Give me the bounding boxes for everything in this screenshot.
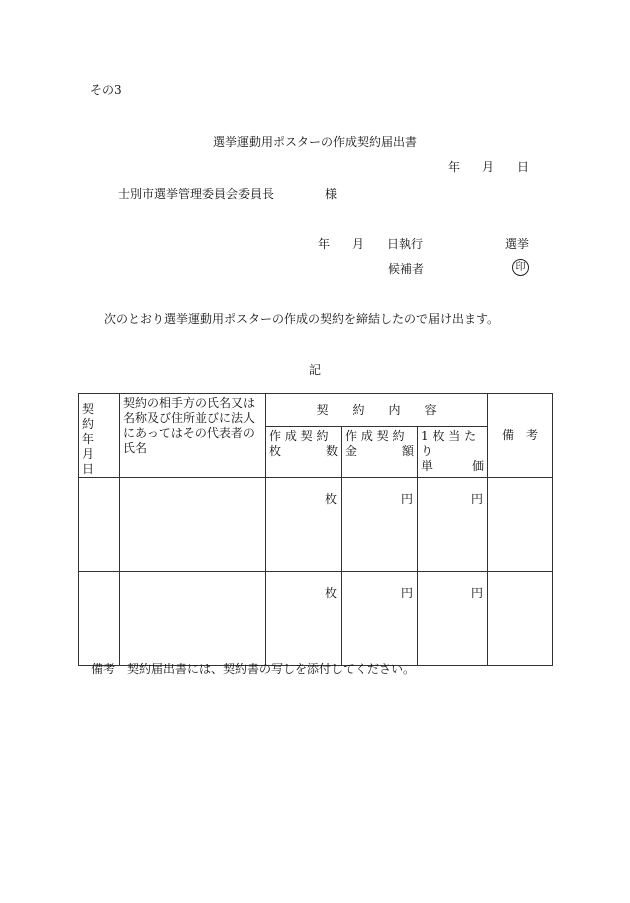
row2-party-cell[interactable] <box>120 572 266 666</box>
row2-remarks-cell[interactable] <box>488 572 553 666</box>
header-amount-line1: 作 成 契 約 <box>345 429 405 444</box>
honorific: 様 <box>325 187 338 201</box>
date-year-label: 年 <box>448 160 461 174</box>
header-count <box>266 427 342 478</box>
row2-count-unit: 枚 <box>324 586 337 600</box>
header-count-line2a: 枚 <box>269 444 282 459</box>
header-price-line2a: 単 <box>421 459 434 474</box>
statement: 次のとおり選挙運動用ポスターの作成の契約を締結したので届け出ます。 <box>104 312 500 326</box>
row2-amount-cell[interactable] <box>342 572 418 666</box>
election-label: 選挙 <box>505 237 530 251</box>
header-count-line2b: 数 <box>325 444 338 459</box>
row1-date-cell[interactable] <box>79 478 120 572</box>
document-title: 選挙運動用ポスターの作成契約届出書 <box>212 135 417 149</box>
table-row <box>79 572 553 666</box>
header-remarks <box>488 394 553 478</box>
row2-price-unit: 円 <box>471 586 484 600</box>
row1-remarks-cell[interactable] <box>488 478 553 572</box>
seal-icon: 印 <box>512 259 529 276</box>
header-unit-price <box>418 427 488 478</box>
header-price-line1: 1 枚 当 た り <box>421 429 477 459</box>
header-remarks-label: 備 考 <box>502 428 539 442</box>
row1-price-unit: 円 <box>471 492 484 506</box>
candidate-label: 候補者 <box>388 262 425 276</box>
header-counterparty <box>120 394 266 478</box>
header-count-line1: 作 成 契 約 <box>269 429 329 444</box>
header-date-line2: 年 月 <box>82 432 107 461</box>
header-price-line2b: 価 <box>472 459 485 474</box>
seal-mark <box>512 259 529 276</box>
header-party-line2: 名称及び住所並びに法人 <box>123 411 256 425</box>
row1-count-cell[interactable] <box>266 478 342 572</box>
header-party-line3: にあってはその代表者の <box>123 426 255 440</box>
addressee: 士別市選挙管理委員会委員長 <box>118 187 275 201</box>
header-amount-line2b: 額 <box>401 444 414 459</box>
form-number: その3 <box>90 83 122 97</box>
election-year-label: 年 <box>318 237 331 251</box>
header-date-line1: 契 約 <box>82 402 107 431</box>
header-amount-line2a: 金 <box>345 444 358 459</box>
row1-price-cell[interactable] <box>418 478 488 572</box>
row2-amount-unit: 円 <box>400 586 413 600</box>
row1-party-cell[interactable] <box>120 478 266 572</box>
header-contract-content <box>266 394 488 427</box>
election-exec-label: 日執行 <box>387 237 424 251</box>
contract-table <box>78 393 553 666</box>
row1-amount-unit: 円 <box>400 492 413 506</box>
row2-count-cell[interactable] <box>266 572 342 666</box>
table-row <box>79 478 553 572</box>
header-amount <box>342 427 418 478</box>
ki-mark: 記 <box>308 363 321 377</box>
header-contract-date <box>79 394 120 478</box>
header-party-line1: 契約の相手方の氏名又は <box>123 396 256 410</box>
date-day-label: 日 <box>517 160 530 174</box>
date-month-label: 月 <box>482 160 495 174</box>
remarks-note: 備考 契約届出書には、契約書の写しを添付してください。 <box>91 662 416 676</box>
row2-date-cell[interactable] <box>79 572 120 666</box>
header-content-label: 契 約 内 容 <box>316 402 437 417</box>
row1-count-unit: 枚 <box>324 492 337 506</box>
row1-amount-cell[interactable] <box>342 478 418 572</box>
election-month-label: 月 <box>352 237 365 251</box>
header-party-line4: 氏名 <box>123 441 148 455</box>
row2-price-cell[interactable] <box>418 572 488 666</box>
header-date-line3: 日 <box>82 462 95 476</box>
